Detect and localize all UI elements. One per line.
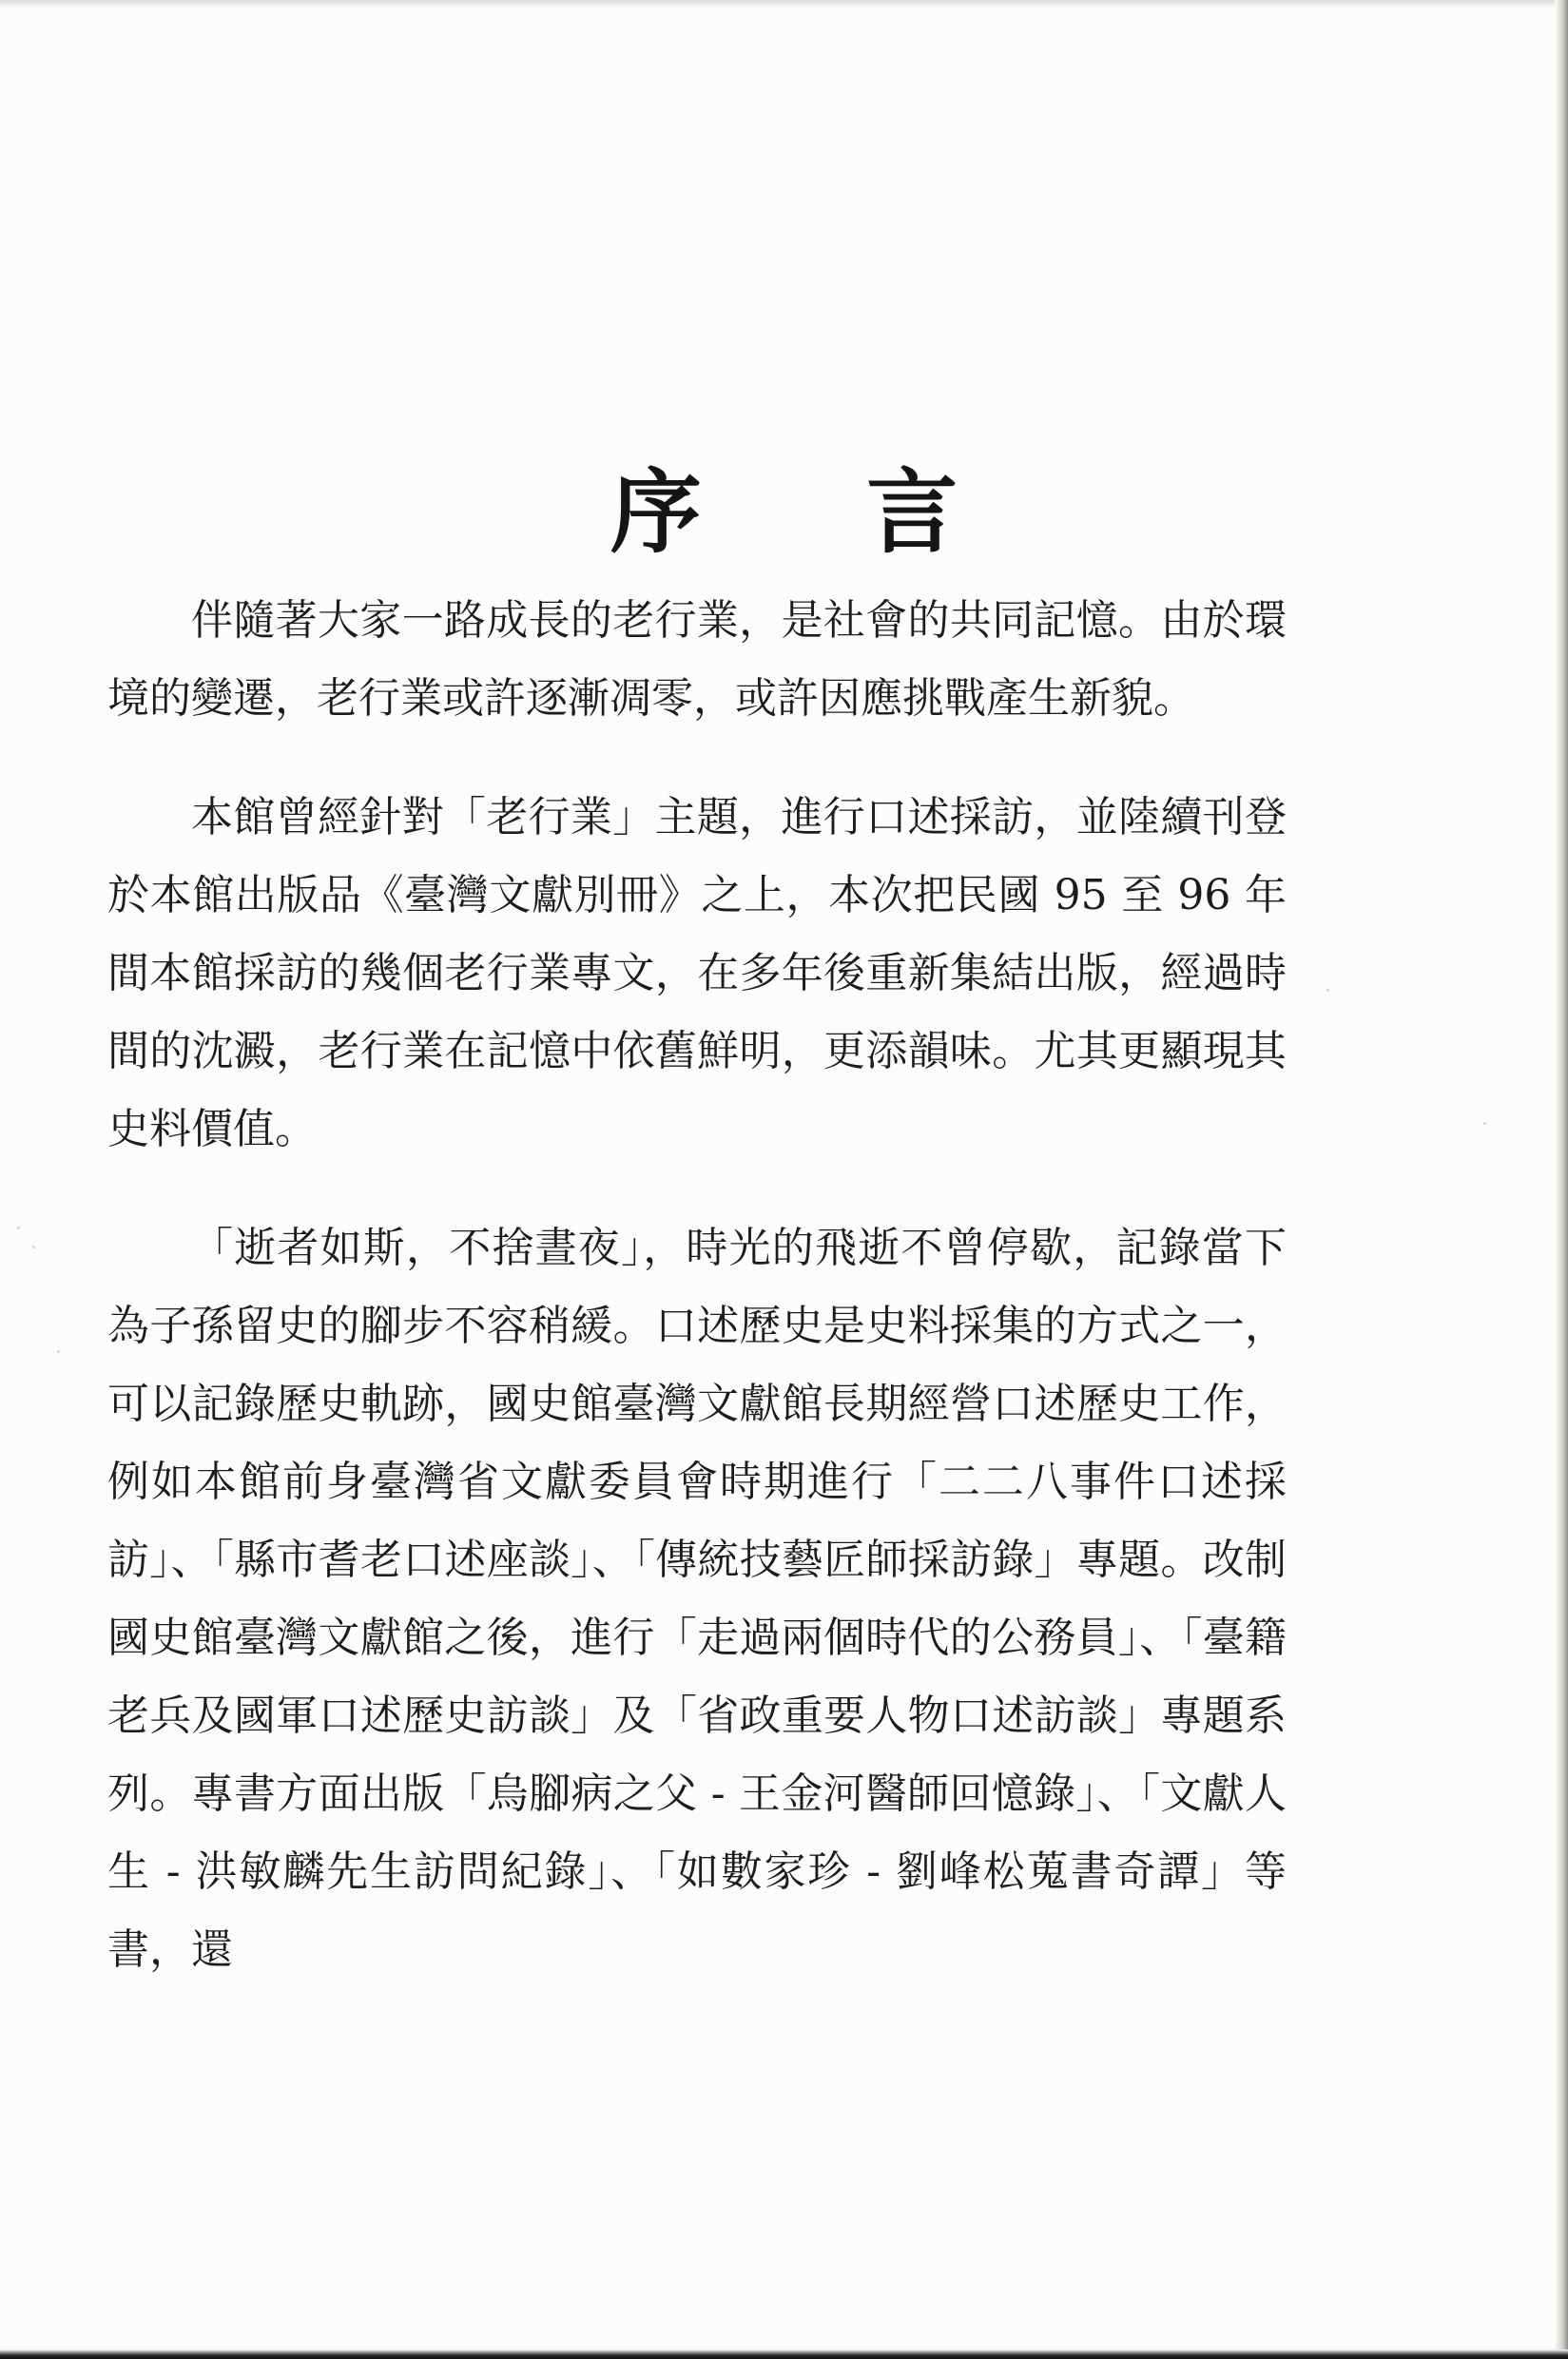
- scan-right-edge: [1555, 0, 1568, 2359]
- paragraph-1: 伴隨著大家一路成長的老行業，是社會的共同記憶。由於環境的變遷，老行業或許逐漸凋零，或許因應挑戰產生新貌。: [107, 596, 1287, 723]
- scan-speck: [1483, 1122, 1486, 1125]
- scan-speck: [1326, 989, 1329, 992]
- scan-speck: [57, 1350, 60, 1353]
- page-title: 序 言: [610, 458, 1025, 567]
- scan-bottom-edge: [0, 2349, 1568, 2359]
- paragraph-3: 「逝者如斯，不捨晝夜」，時光的飛逝不曾停歇，記錄當下為子孫留史的腳步不容稍緩。口述歷史是史料採集的方式之一，可以記錄歷史軌跡，國史館臺灣文獻館長期經營口述歷史工作，例如本館前身臺灣省文獻委員會時期進行「二二八事件口述採訪」、「縣市耆老口述座談」、「傳統技藝匠師採訪錄」專題。改制國史館臺灣文獻館之後，進行「走過兩個時代的公務員」、「臺籍老兵及國軍口述歷史訪談」及「省政重要人物口述訪談」專題系列。專書方面出版「烏腳病之父 - 王金河醫師回憶錄」、「文獻人生 - 洪敏麟先生訪問紀錄」、「如數家珍 - 劉峰松蒐書奇譚」等書，還: [107, 1224, 1287, 1974]
- body-text: [107, 582, 1287, 2030]
- scan-top-edge: [0, 0, 1568, 8]
- paragraph-2: 本館曾經針對「老行業」主題，進行口述採訪，並陸續刊登於本館出版品《臺灣文獻別冊》之上，本次把民國 95 至 96 年間本館採訪的幾個老行業專文，在多年後重新集結出版，經過時間的沈澱，老行業在記憶中依舊鮮明，更添韻味。尤其更顯現其史料價值。: [107, 793, 1287, 1153]
- scan-speck: [32, 1246, 35, 1248]
- scan-speck: [17, 1227, 20, 1229]
